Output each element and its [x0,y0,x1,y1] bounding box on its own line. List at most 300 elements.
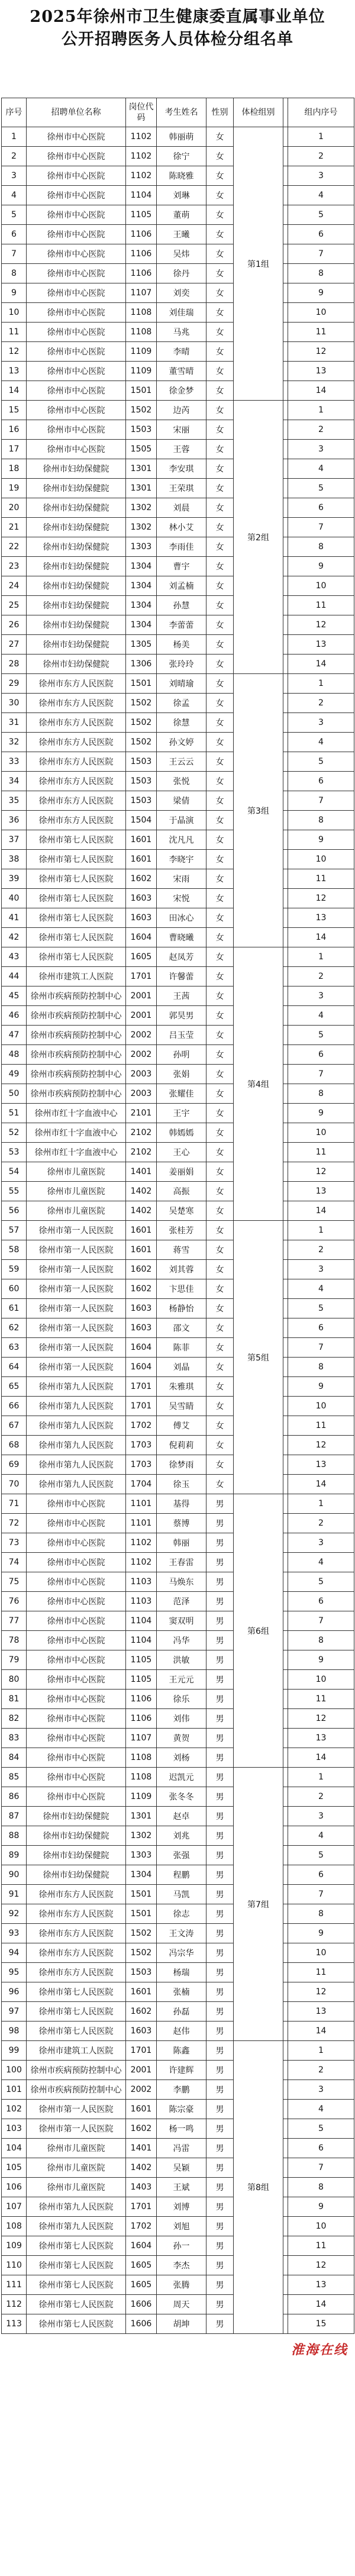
cell-index: 76 [2,1592,27,1611]
cell-group-index: 4 [288,1006,354,1026]
table-row [2,147,354,166]
cell-name: 田冰心 [157,908,206,928]
cell-gender: 男 [206,2022,234,2041]
cell-unit: 徐州市第七人民医院 [27,2002,126,2022]
cell-group-index: 14 [288,1201,354,1221]
table-row [2,1182,354,1201]
cell-name: 刘晨 [157,498,206,518]
cell-group-index: 12 [288,615,354,635]
table-row [2,1123,354,1143]
column-gap [283,1299,288,1318]
column-gap [283,1240,288,1260]
table-row [2,752,354,772]
cell-index: 8 [2,264,27,283]
cell-post-code: 1601 [126,1982,157,2002]
cell-name: 韩丽萌 [157,127,206,147]
column-gap [283,2080,288,2100]
header-group: 体检组别 [234,98,283,127]
cell-name: 马焕东 [157,1572,206,1592]
cell-gender: 男 [206,1826,234,1846]
table-row [2,947,354,967]
cell-index: 103 [2,2119,27,2139]
table-row [2,166,354,186]
cell-gender: 女 [206,518,234,537]
cell-index: 84 [2,1748,27,1768]
table-row [2,1748,354,1768]
cell-index: 106 [2,2178,27,2197]
cell-unit: 徐州市中心医院 [27,1650,126,1670]
cell-group-index: 9 [288,283,354,303]
cell-group-index: 5 [288,1026,354,1045]
cell-index: 1 [2,127,27,147]
cell-unit: 徐州市中心医院 [27,420,126,440]
cell-index: 111 [2,2275,27,2295]
column-gap [283,1260,288,1279]
column-gap [283,1494,288,1514]
cell-name: 李蕾蕾 [157,615,206,635]
cell-gender: 女 [206,889,234,908]
column-gap [283,2041,288,2061]
cell-unit: 徐州市东方人民医院 [27,713,126,733]
table-row [2,2236,354,2256]
cell-group-index: 3 [288,713,354,733]
cell-name: 倪莉莉 [157,1436,206,1455]
cell-gender: 女 [206,205,234,225]
cell-group-index: 1 [288,947,354,967]
cell-group-index: 4 [288,459,354,479]
cell-name: 孙文婷 [157,733,206,752]
cell-index: 102 [2,2100,27,2119]
cell-index: 93 [2,1924,27,1943]
cell-index: 29 [2,674,27,694]
cell-group-index: 2 [288,2061,354,2080]
cell-gender: 女 [206,1221,234,1240]
cell-group-index: 10 [288,2217,354,2236]
cell-gender: 男 [206,1787,234,1807]
column-gap [283,98,288,127]
cell-index: 39 [2,869,27,889]
cell-group-index: 7 [288,1338,354,1358]
column-gap [283,1572,288,1592]
cell-post-code: 1301 [126,479,157,498]
cell-unit: 徐州市中心医院 [27,1729,126,1748]
cell-index: 105 [2,2158,27,2178]
cell-gender: 男 [206,1963,234,1982]
page-footer [0,2334,355,2369]
cell-unit: 徐州市妇幼保健院 [27,596,126,615]
cell-index: 57 [2,1221,27,1240]
cell-index: 66 [2,1397,27,1416]
table-row [2,908,354,928]
table-row [2,1826,354,1846]
cell-index: 28 [2,655,27,674]
table-row [2,1026,354,1045]
cell-post-code: 1701 [126,2041,157,2061]
cell-unit: 徐州市中心医院 [27,401,126,420]
column-gap [283,772,288,791]
cell-name: 冯华 [157,1631,206,1650]
column-gap [283,576,288,596]
cell-unit: 徐州市疾病预防控制中心 [27,1006,126,1026]
cell-index: 68 [2,1436,27,1455]
cell-post-code: 1603 [126,889,157,908]
cell-group-index: 1 [288,2041,354,2061]
cell-gender: 女 [206,1065,234,1084]
cell-unit: 徐州市中心医院 [27,1514,126,1533]
column-gap [283,2178,288,2197]
cell-group-index: 7 [288,1065,354,1084]
cell-name: 张腾 [157,2275,206,2295]
cell-post-code: 2102 [126,1143,157,1162]
cell-name: 徐玉 [157,1475,206,1494]
cell-post-code: 1504 [126,811,157,830]
cell-gender: 男 [206,2275,234,2295]
cell-name: 李雨佳 [157,537,206,557]
cell-unit: 徐州市疾病预防控制中心 [27,1065,126,1084]
table-row [2,576,354,596]
cell-unit: 徐州市中心医院 [27,1592,126,1611]
cell-index: 4 [2,186,27,205]
column-gap [283,264,288,283]
cell-gender: 女 [206,596,234,615]
cell-index: 72 [2,1514,27,1533]
cell-group-index: 6 [288,772,354,791]
column-gap [283,2275,288,2295]
cell-unit: 徐州市中心医院 [27,1690,126,1709]
cell-post-code: 1105 [126,205,157,225]
table-row [2,1670,354,1690]
cell-name: 吴颖 [157,2158,206,2178]
cell-post-code: 2003 [126,1084,157,1104]
table-row [2,1475,354,1494]
table-row [2,2139,354,2158]
cell-post-code: 1601 [126,830,157,850]
column-gap [283,2119,288,2139]
cell-gender: 女 [206,986,234,1006]
cell-index: 65 [2,1377,27,1397]
cell-group-index: 8 [288,1084,354,1104]
cell-index: 31 [2,713,27,733]
cell-unit: 徐州市第一人民医院 [27,1240,126,1260]
cell-post-code: 1503 [126,1963,157,1982]
column-gap [283,947,288,967]
table-row [2,401,354,420]
cell-post-code: 1302 [126,518,157,537]
cell-group-index: 15 [288,2314,354,2334]
cell-name: 李晴 [157,342,206,362]
column-gap [283,1123,288,1143]
cell-name: 曹晓曦 [157,928,206,947]
cell-index: 70 [2,1475,27,1494]
table-row [2,518,354,537]
cell-index: 92 [2,1904,27,1924]
cell-post-code: 1502 [126,1924,157,1943]
table-row [2,830,354,850]
cell-name: 高振 [157,1182,206,1201]
cell-index: 85 [2,1768,27,1787]
header-group-index: 组内序号 [288,98,354,127]
cell-index: 71 [2,1494,27,1514]
cell-group-index: 1 [288,1494,354,1514]
cell-index: 20 [2,498,27,518]
table-row [2,1436,354,1455]
cell-group-index: 7 [288,1885,354,1904]
cell-unit: 徐州市东方人民医院 [27,791,126,811]
table-row [2,420,354,440]
cell-name: 刘博 [157,2197,206,2217]
cell-gender: 女 [206,362,234,381]
cell-unit: 徐州市中心医院 [27,381,126,401]
cell-name: 刘晶 [157,1358,206,1377]
column-gap [283,2158,288,2178]
cell-gender: 女 [206,694,234,713]
cell-index: 58 [2,1240,27,1260]
cell-unit: 徐州市中心医院 [27,264,126,283]
cell-gender: 女 [206,1143,234,1162]
cell-gender: 男 [206,1572,234,1592]
column-gap [283,420,288,440]
cell-gender: 女 [206,947,234,967]
cell-index: 109 [2,2236,27,2256]
cell-unit: 徐州市中心医院 [27,127,126,147]
table-row [2,1338,354,1358]
cell-post-code: 1501 [126,1904,157,1924]
cell-post-code: 1302 [126,1826,157,1846]
table-row [2,303,354,323]
column-gap [283,928,288,947]
cell-gender: 女 [206,1455,234,1475]
cell-gender: 男 [206,1553,234,1572]
cell-name: 杨美 [157,635,206,655]
table-row [2,2158,354,2178]
column-gap [283,2100,288,2119]
cell-post-code: 2001 [126,1006,157,1026]
cell-gender: 女 [206,1182,234,1201]
cell-group-index: 14 [288,655,354,674]
cell-post-code: 1402 [126,1182,157,1201]
cell-gender: 女 [206,674,234,694]
cell-index: 21 [2,518,27,537]
cell-unit: 徐州市中心医院 [27,440,126,459]
cell-post-code: 1602 [126,2002,157,2022]
cell-gender: 女 [206,166,234,186]
cell-post-code: 1102 [126,166,157,186]
document-title-line-2: 公开招聘医务人员体检分组名单 [62,30,293,49]
column-gap [283,674,288,694]
table-row [2,1885,354,1904]
cell-group-index: 11 [288,1416,354,1436]
column-gap [283,1201,288,1221]
column-gap [283,1982,288,2002]
cell-group: 第1组 [234,127,283,401]
cell-unit: 徐州市中心医院 [27,1494,126,1514]
cell-unit: 徐州市第七人民医院 [27,889,126,908]
column-gap [283,2139,288,2158]
cell-group-index: 10 [288,850,354,869]
cell-group-index: 10 [288,1397,354,1416]
cell-group-index: 11 [288,869,354,889]
column-gap [283,1279,288,1299]
cell-name: 张桂芳 [157,1221,206,1240]
cell-post-code: 1102 [126,127,157,147]
cell-index: 88 [2,1826,27,1846]
cell-group-index: 5 [288,752,354,772]
table-row [2,2061,354,2080]
cell-name: 吴炜 [157,244,206,264]
cell-gender: 女 [206,1240,234,1260]
cell-unit: 徐州市第九人民医院 [27,1436,126,1455]
table-row [2,342,354,362]
cell-group-index: 5 [288,1299,354,1318]
cell-name: 刘兆 [157,1826,206,1846]
column-gap [283,244,288,264]
cell-unit: 徐州市中心医院 [27,1553,126,1572]
column-gap [283,1865,288,1885]
cell-index: 82 [2,1709,27,1729]
cell-unit: 徐州市中心医院 [27,1709,126,1729]
cell-post-code: 1102 [126,1533,157,1553]
cell-index: 47 [2,1026,27,1045]
cell-name: 周天 [157,2295,206,2314]
column-gap [283,1026,288,1045]
cell-name: 杨瑞 [157,1963,206,1982]
cell-post-code: 1402 [126,1201,157,1221]
cell-post-code: 1108 [126,323,157,342]
cell-index: 14 [2,381,27,401]
cell-gender: 女 [206,225,234,244]
cell-index: 6 [2,225,27,244]
cell-name: 张玲玲 [157,655,206,674]
cell-name: 刘伟 [157,1709,206,1729]
cell-name: 刘佳瑞 [157,303,206,323]
cell-gender: 男 [206,2041,234,2061]
column-gap [283,205,288,225]
cell-unit: 徐州市红十字血液中心 [27,1123,126,1143]
cell-post-code: 1306 [126,655,157,674]
cell-group: 第3组 [234,674,283,947]
table-row [2,323,354,342]
cell-unit: 徐州市儿童医院 [27,2158,126,2178]
cell-post-code: 1503 [126,772,157,791]
cell-index: 104 [2,2139,27,2158]
cell-index: 98 [2,2022,27,2041]
column-gap [283,1475,288,1494]
cell-post-code: 1501 [126,1885,157,1904]
cell-index: 27 [2,635,27,655]
cell-unit: 徐州市第七人民医院 [27,2256,126,2275]
table-row [2,1768,354,1787]
cell-post-code: 1109 [126,342,157,362]
column-gap [283,967,288,986]
cell-gender: 女 [206,420,234,440]
table-row [2,459,354,479]
header-gender: 性别 [206,98,234,127]
cell-group-index: 13 [288,1729,354,1748]
cell-post-code: 1104 [126,1611,157,1631]
cell-gender: 男 [206,1729,234,1748]
cell-unit: 徐州市疾病预防控制中心 [27,1084,126,1104]
cell-name: 郭昊男 [157,1006,206,1026]
cell-unit: 徐州市妇幼保健院 [27,1865,126,1885]
cell-gender: 女 [206,908,234,928]
cell-unit: 徐州市第一人民医院 [27,1338,126,1358]
cell-unit: 徐州市中心医院 [27,205,126,225]
cell-group-index: 1 [288,1768,354,1787]
cell-group-index: 11 [288,1963,354,1982]
column-gap [283,2295,288,2314]
column-gap [283,889,288,908]
table-row [2,1572,354,1592]
cell-name: 陈宗豪 [157,2100,206,2119]
cell-gender: 男 [206,2002,234,2022]
cell-unit: 徐州市疾病预防控制中心 [27,2080,126,2100]
cell-index: 77 [2,1611,27,1631]
cell-gender: 男 [206,1690,234,1709]
column-gap [283,479,288,498]
cell-post-code: 1304 [126,615,157,635]
cell-index: 32 [2,733,27,752]
cell-gender: 女 [206,1279,234,1299]
column-gap [283,2022,288,2041]
cell-group-index: 2 [288,1240,354,1260]
cell-name: 刘孟楠 [157,576,206,596]
cell-gender: 男 [206,1982,234,2002]
cell-name: 张楠 [157,1982,206,2002]
cell-name: 张强 [157,1846,206,1865]
cell-gender: 女 [206,1475,234,1494]
cell-post-code: 1502 [126,713,157,733]
cell-unit: 徐州市中心医院 [27,323,126,342]
cell-name: 迟凯元 [157,1768,206,1787]
table-row [2,596,354,615]
cell-unit: 徐州市第七人民医院 [27,928,126,947]
cell-name: 韩嫣嫣 [157,1123,206,1143]
cell-post-code: 1603 [126,908,157,928]
column-gap [283,323,288,342]
cell-group-index: 10 [288,1670,354,1690]
cell-gender: 女 [206,323,234,342]
table-row [2,1807,354,1826]
cell-index: 69 [2,1455,27,1475]
column-gap [283,557,288,576]
cell-index: 83 [2,1729,27,1748]
cell-unit: 徐州市疾病预防控制中心 [27,1045,126,1065]
cell-group: 第2组 [234,401,283,674]
cell-name: 李杰 [157,2256,206,2275]
column-gap [283,1670,288,1690]
cell-name: 刘杨 [157,1748,206,1768]
cell-group-index: 2 [288,1514,354,1533]
column-gap [283,694,288,713]
table-row [2,244,354,264]
cell-name: 张娟 [157,1065,206,1084]
cell-index: 90 [2,1865,27,1885]
table-row [2,1240,354,1260]
cell-group-index: 14 [288,928,354,947]
table-row [2,2041,354,2061]
cell-name: 王元元 [157,1670,206,1690]
cell-name: 于晶演 [157,811,206,830]
table-row [2,1104,354,1123]
cell-post-code: 2002 [126,1026,157,1045]
column-gap [283,1416,288,1436]
cell-name: 孙磊 [157,2002,206,2022]
cell-group-index: 4 [288,1553,354,1572]
cell-unit: 徐州市东方人民医院 [27,811,126,830]
cell-index: 18 [2,459,27,479]
cell-post-code: 1102 [126,1553,157,1572]
cell-unit: 徐州市妇幼保健院 [27,537,126,557]
